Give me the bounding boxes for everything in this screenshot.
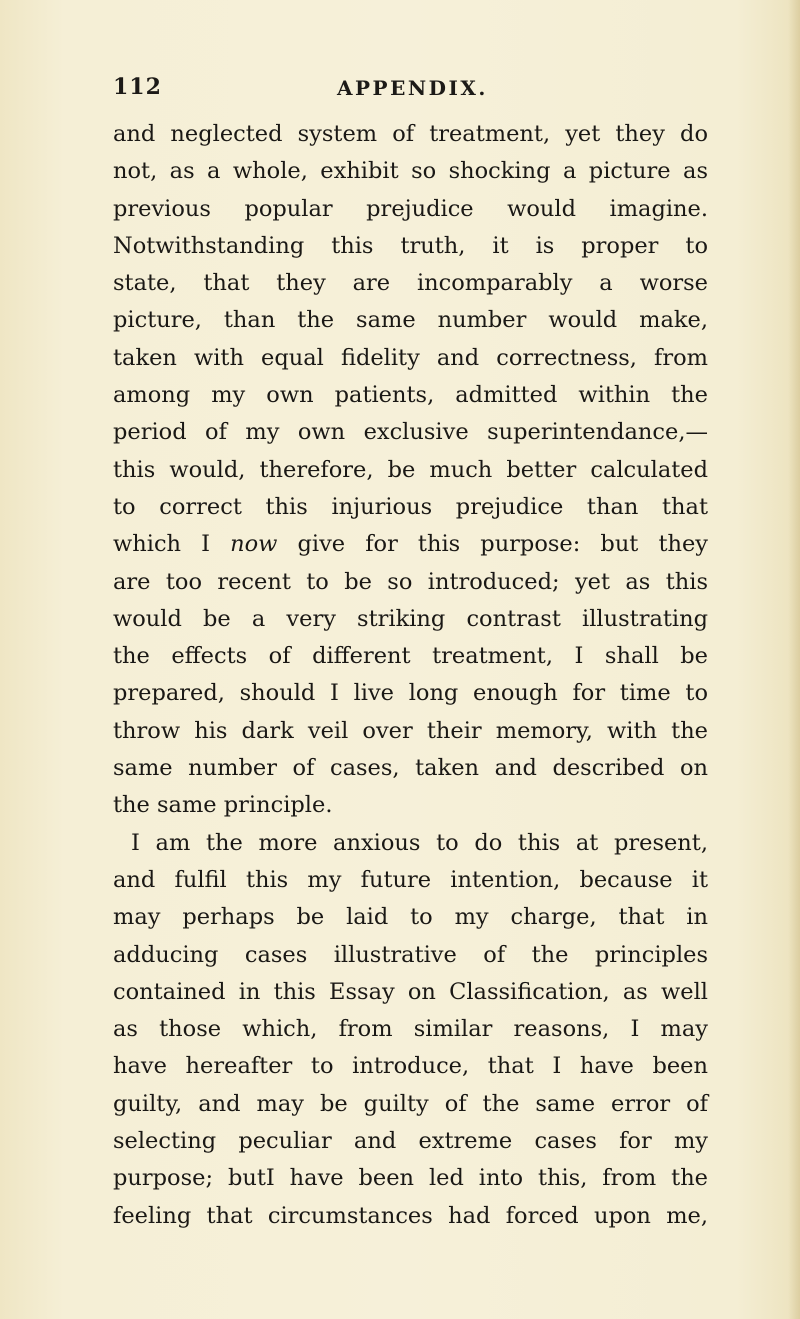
page-header [113, 74, 690, 114]
text-line: selecting peculiar and extreme cases for my [113, 1128, 708, 1155]
text-line: previous popular prejudice would imagine. [113, 195, 708, 222]
text-fragment: give for this purpose: but they [277, 531, 708, 558]
text-line: to correct this injurious prejudice than that [113, 493, 708, 520]
text-line: and neglected system of treatment, yet they do [113, 121, 708, 147]
running-head: APPENDIX. [337, 76, 488, 100]
text-line-with-italic [113, 526, 708, 563]
text-line: and fulfil this my future intention, because it [113, 866, 708, 893]
paragraph-start-line: I am the more anxious to do this at present, [131, 829, 708, 856]
text-line: feeling that circumstances had forced upon me, [113, 1202, 708, 1229]
text-line: same number of cases, taken and described on [113, 755, 708, 782]
text-line: prepared, should I live long enough for time to [113, 680, 708, 707]
italic-word: now [230, 531, 278, 558]
text-line: as those which, from similar reasons, I may [113, 1016, 708, 1043]
text-line: adducing cases illustrative of the principles [113, 941, 708, 968]
text-line: taken with equal fidelity and correctness, from [113, 344, 708, 371]
text-line: this would, therefore, be much better calculated [113, 456, 708, 483]
text-line: throw his dark veil over their memory, with the [113, 717, 708, 744]
text-line: are too recent to be so introduced; yet as this [113, 568, 708, 595]
text-line: would be a very striking contrast illustrating [113, 605, 708, 632]
text-line: the effects of different treatment, I shall be [113, 643, 708, 670]
text-line: not, as a whole, exhibit so shocking a picture as [113, 158, 708, 185]
text-line: guilty, and may be guilty of the same error of [113, 1090, 708, 1117]
text-line: may perhaps be laid to my charge, that in [113, 904, 708, 931]
text-line: Notwithstanding this truth, it is proper to [113, 232, 708, 259]
paragraph-end-line: the same principle. [113, 792, 333, 819]
text-line: have hereafter to introduce, that I have been [113, 1053, 708, 1080]
text-fragment: which I [113, 531, 231, 558]
text-line: period of my own exclusive superintendance,— [113, 419, 708, 446]
page-number: 112 [113, 74, 162, 100]
text-line: state, that they are incomparably a worse [113, 270, 708, 297]
text-line: contained in this Essay on Classification, as well [113, 978, 708, 1005]
body-text [113, 116, 708, 1235]
text-line: among my own patients, admitted within the [113, 382, 708, 409]
text-line: purpose; butI have been led into this, from the [113, 1165, 708, 1192]
text-line: picture, than the same number would make, [113, 307, 708, 334]
